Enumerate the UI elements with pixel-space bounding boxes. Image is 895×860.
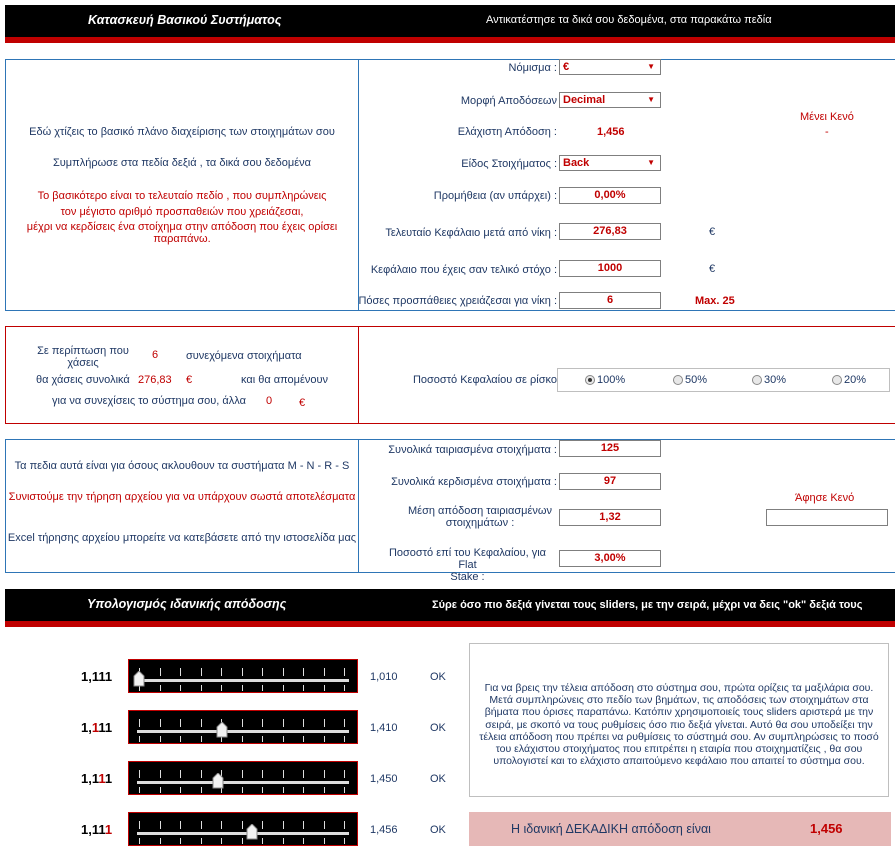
loss-text: συνεχόμενα στοιχήματα <box>186 350 302 362</box>
leave-empty-label: Άφησε Κενό <box>795 492 855 504</box>
radio-icon <box>832 375 842 385</box>
currency-select[interactable]: € ▼ <box>559 59 661 75</box>
slider-tick <box>262 685 263 691</box>
slider-odds-label: 1,111 <box>81 771 113 786</box>
section1-left-panel <box>5 59 359 311</box>
slider-track <box>137 730 349 733</box>
info-text: Excel τήρησης αρχείου μπορείτε να κατεβάσετε από την ιστοσελίδα μας <box>7 532 357 544</box>
remains-empty-value: - <box>825 126 829 138</box>
slider-tick <box>344 719 345 727</box>
radio-icon <box>752 375 762 385</box>
risk-option-100[interactable]: 100% <box>585 374 625 386</box>
flat-stake-label: Ποσοστό επί του Κεφαλαίου, για Flat Stake : <box>388 547 547 583</box>
slider-tick <box>324 736 325 742</box>
slider-tick <box>221 821 222 829</box>
slider-tick <box>283 736 284 742</box>
slider-tick <box>344 685 345 691</box>
section-title: Υπολογισμός ιδανικής απόδοσης <box>87 597 287 611</box>
commission-input[interactable]: 0,00% <box>559 187 661 204</box>
odds-slider[interactable] <box>128 761 358 795</box>
slider-tick <box>303 821 304 829</box>
slider-tick <box>344 821 345 829</box>
slider-value: 1,450 <box>370 773 398 785</box>
slider-tick <box>344 736 345 742</box>
instructions-text: Για να βρεις την τέλεια απόδοση στο σύστημα σου, πρώτα ορίζεις τα μαξιλάρια σου. Μετά συμπληρώνεις στο πεδίο των βημάτων, τις αποδόσεις των στοιχημάτων στα βήματα που όρισες παραπάνω. Κατόπιν χρησιμοποιείς τους sliders αριστερά με την σειρά, με σκοπό να τους ρυθμίσεις όσο πιο δεξιά γίνεται. Αυτό θα σου υποδείξει την τέλεια απόδοση που πρέπει να ρυθμίσεις το σύστημά σου. Αν συμπληρώσεις το ποσό του ελάχιστου στοιχήματος που επιτρέπει η εταιρία που στοιχηματίζεις , θα σου υπολογιστεί και το ελάχιστο απαιτούμενο κεφάλαιο που απαιτεί το σύστημα σου. <box>479 682 879 768</box>
slider-tick <box>160 668 161 676</box>
currency-label: Νόμισμα : <box>508 62 557 74</box>
won-bets-label: Συνολικά κερδισμένα στοιχήματα : <box>391 476 557 488</box>
slider-tick <box>262 838 263 844</box>
info-text: παραπάνω. <box>153 233 211 245</box>
currency-unit: € <box>709 226 716 238</box>
radio-icon <box>585 375 595 385</box>
info-text: Συμπλήρωσε στα πεδία δεξιά , τα δικά σου δεδομένα <box>52 157 312 169</box>
slider-tick <box>242 787 243 793</box>
slider-tick <box>160 685 161 691</box>
loss-text: και θα απομένουν <box>241 374 329 386</box>
slider-value: 1,456 <box>370 824 398 836</box>
slider-tick <box>344 787 345 793</box>
slider-tick <box>160 821 161 829</box>
slider-tick <box>221 668 222 676</box>
header-red-stripe <box>5 621 895 627</box>
slider-tick <box>242 821 243 829</box>
total-bets-input[interactable]: 125 <box>559 440 661 457</box>
slider-value: 1,010 <box>370 671 398 683</box>
info-text: μέχρι να κερδίσεις ένα στοίχημα στην απόδοση που έχεις ορίσει <box>26 221 338 233</box>
slider-tick <box>242 719 243 727</box>
slider-tick <box>262 821 263 829</box>
section-subtitle: Αντικατέστησε τα δικά σου δεδομένα, στα παρακάτω πεδία <box>486 14 772 26</box>
risk-option-50[interactable]: 50% <box>673 374 707 386</box>
target-capital-input[interactable]: 1000 <box>559 260 661 277</box>
slider-tick <box>160 719 161 727</box>
slider-tick <box>180 719 181 727</box>
odds-slider[interactable] <box>128 710 358 744</box>
slider-odds-label: 1,111 <box>81 669 113 684</box>
currency-unit: € <box>709 263 716 275</box>
slider-tick <box>303 668 304 676</box>
slider-tick <box>242 838 243 844</box>
flat-stake-input[interactable]: 3,00% <box>559 550 661 567</box>
attempts-input[interactable]: 6 <box>559 292 661 309</box>
slider-track <box>137 832 349 835</box>
slider-tick <box>242 668 243 676</box>
slider-tick <box>303 787 304 793</box>
slider-tick <box>283 685 284 691</box>
slider-tick <box>324 770 325 778</box>
slider-tick <box>324 685 325 691</box>
won-bets-input[interactable]: 97 <box>559 473 661 490</box>
slider-track <box>137 781 349 784</box>
info-text: Τα πεδια αυτά είναι για όσους ακλουθουν τα συστήματα M - N - R - S <box>14 460 350 472</box>
chevron-down-icon: ▼ <box>647 95 655 104</box>
chevron-down-icon: ▼ <box>647 62 655 71</box>
slider-tick <box>180 770 181 778</box>
slider-thumb[interactable] <box>246 824 258 840</box>
slider-tick <box>201 719 202 727</box>
slider-tick <box>344 770 345 778</box>
slider-tick <box>283 787 284 793</box>
remains-empty-label: Μένει Κενό <box>800 111 854 123</box>
slider-tick <box>139 719 140 727</box>
slider-tick <box>324 787 325 793</box>
info-text: Το βασικότερο είναι το τελευταίο πεδίο , που συμπληρώνεις <box>37 190 327 202</box>
slider-tick <box>180 685 181 691</box>
attempts-label: Πόσες προσπάθειες χρειάζεσαι για νίκη : <box>358 295 557 307</box>
slider-tick <box>201 787 202 793</box>
slider-tick <box>201 668 202 676</box>
loss-text: Σε περίπτωση που χάσεις <box>37 345 129 369</box>
slider-tick <box>324 668 325 676</box>
slider-status: OK <box>430 671 446 683</box>
slider-tick <box>324 821 325 829</box>
leave-empty-input[interactable] <box>766 509 888 526</box>
info-text: τον μέγιστο αριθμό προσπαθειών που χρειάζεσαι, <box>60 206 304 218</box>
slider-tick <box>262 719 263 727</box>
slider-status: OK <box>430 722 446 734</box>
odds-format-select[interactable]: Decimal ▼ <box>559 92 661 108</box>
loss-text: για να συνεχίσεις το σύστημα σου, άλλα <box>52 395 246 407</box>
odds-format-label: Μορφή Αποδόσεων <box>460 95 557 107</box>
slider-tick <box>242 685 243 691</box>
avg-odds-label: Μέση απόδοση ταιριασμένων στοιχημάτων : <box>408 505 552 529</box>
slider-tick <box>303 685 304 691</box>
info-text: Εδώ χτίζεις το βασικό πλάνο διαχείρισης των στοιχημάτων σου <box>29 126 335 138</box>
slider-status: OK <box>430 773 446 785</box>
slider-tick <box>139 838 140 844</box>
radio-icon <box>673 375 683 385</box>
min-odds-value: 1,456 <box>597 126 625 138</box>
slider-tick <box>303 736 304 742</box>
slider-tick <box>262 668 263 676</box>
currency-unit: € <box>186 374 193 386</box>
loss-total: 276,83 <box>138 374 172 386</box>
slider-tick <box>262 736 263 742</box>
slider-track <box>137 679 349 682</box>
risk-option-20[interactable]: 20% <box>832 374 866 386</box>
risk-label: Ποσοστό Κεφαλαίου σε ρίσκο <box>412 374 557 386</box>
slider-thumb[interactable] <box>216 722 228 738</box>
slider-tick <box>201 821 202 829</box>
slider-tick <box>262 770 263 778</box>
slider-tick <box>201 770 202 778</box>
slider-tick <box>139 736 140 742</box>
avg-odds-input[interactable]: 1,32 <box>559 509 661 526</box>
attempts-max: Max. 25 <box>695 295 735 307</box>
slider-tick <box>283 668 284 676</box>
commission-label: Προμήθεια (αν υπάρχει) : <box>433 190 557 202</box>
slider-odds-label: 1,111 <box>81 822 113 837</box>
slider-tick <box>201 685 202 691</box>
slider-tick <box>242 736 243 742</box>
section-title: Κατασκευή Βασικού Συστήματος <box>88 13 282 27</box>
slider-tick <box>139 770 140 778</box>
slider-tick <box>221 838 222 844</box>
slider-tick <box>324 838 325 844</box>
slider-thumb[interactable] <box>133 671 145 687</box>
loss-count: 6 <box>152 349 159 361</box>
slider-tick <box>283 821 284 829</box>
section-subtitle: Σύρε όσο πιο δεξιά γίνεται τους sliders, με την σειρά, μέχρι να δεις "ok" δεξιά τους <box>432 599 863 611</box>
slider-tick <box>303 770 304 778</box>
slider-tick <box>160 787 161 793</box>
slider-thumb[interactable] <box>212 773 224 789</box>
slider-tick <box>221 685 222 691</box>
total-bets-label: Συνολικά ταιριασμένα στοιχήματα : <box>388 444 557 456</box>
odds-slider[interactable] <box>128 659 358 693</box>
remaining-capital: 0 <box>266 395 273 407</box>
slider-tick <box>180 668 181 676</box>
slider-tick <box>180 838 181 844</box>
slider-tick <box>180 736 181 742</box>
slider-tick <box>160 736 161 742</box>
slider-tick <box>139 787 140 793</box>
slider-tick <box>160 770 161 778</box>
slider-odds-label: 1,111 <box>81 720 113 735</box>
slider-status: OK <box>430 824 446 836</box>
slider-tick <box>180 787 181 793</box>
slider-value: 1,410 <box>370 722 398 734</box>
slider-tick <box>180 821 181 829</box>
slider-tick <box>160 838 161 844</box>
last-capital-input[interactable]: 276,83 <box>559 223 661 240</box>
slider-tick <box>262 787 263 793</box>
currency-unit: € <box>299 397 306 409</box>
min-odds-label: Ελάχιστη Απόδοση : <box>457 126 557 138</box>
risk-option-30[interactable]: 30% <box>752 374 786 386</box>
loss-text: θα χάσεις συνολικά <box>36 374 130 386</box>
slider-tick <box>201 736 202 742</box>
slider-tick <box>344 668 345 676</box>
slider-tick <box>344 838 345 844</box>
result-label: Η ιδανική ΔΕΚΑΔΙΚΗ απόδοση είναι <box>511 822 711 836</box>
slider-tick <box>303 838 304 844</box>
slider-tick <box>283 719 284 727</box>
slider-tick <box>139 821 140 829</box>
odds-slider[interactable] <box>128 812 358 846</box>
bet-type-label: Είδος Στοιχήματος : <box>461 158 557 170</box>
result-value: 1,456 <box>810 821 843 836</box>
slider-tick <box>283 838 284 844</box>
info-text: Συνιστούμε την τήρηση αρχείου για να υπάρχουν σωστά αποτελέσματα <box>8 491 356 503</box>
bet-type-select[interactable]: Back ▼ <box>559 155 661 171</box>
slider-tick <box>201 838 202 844</box>
slider-tick <box>303 719 304 727</box>
target-capital-label: Κεφάλαιο που έχεις σαν τελικό στόχο : <box>370 264 557 276</box>
slider-tick <box>283 770 284 778</box>
chevron-down-icon: ▼ <box>647 158 655 167</box>
last-capital-label: Τελευταίο Κεφάλαιο μετά από νίκη : <box>385 227 557 239</box>
slider-tick <box>242 770 243 778</box>
slider-tick <box>324 719 325 727</box>
header-red-stripe <box>5 37 895 43</box>
